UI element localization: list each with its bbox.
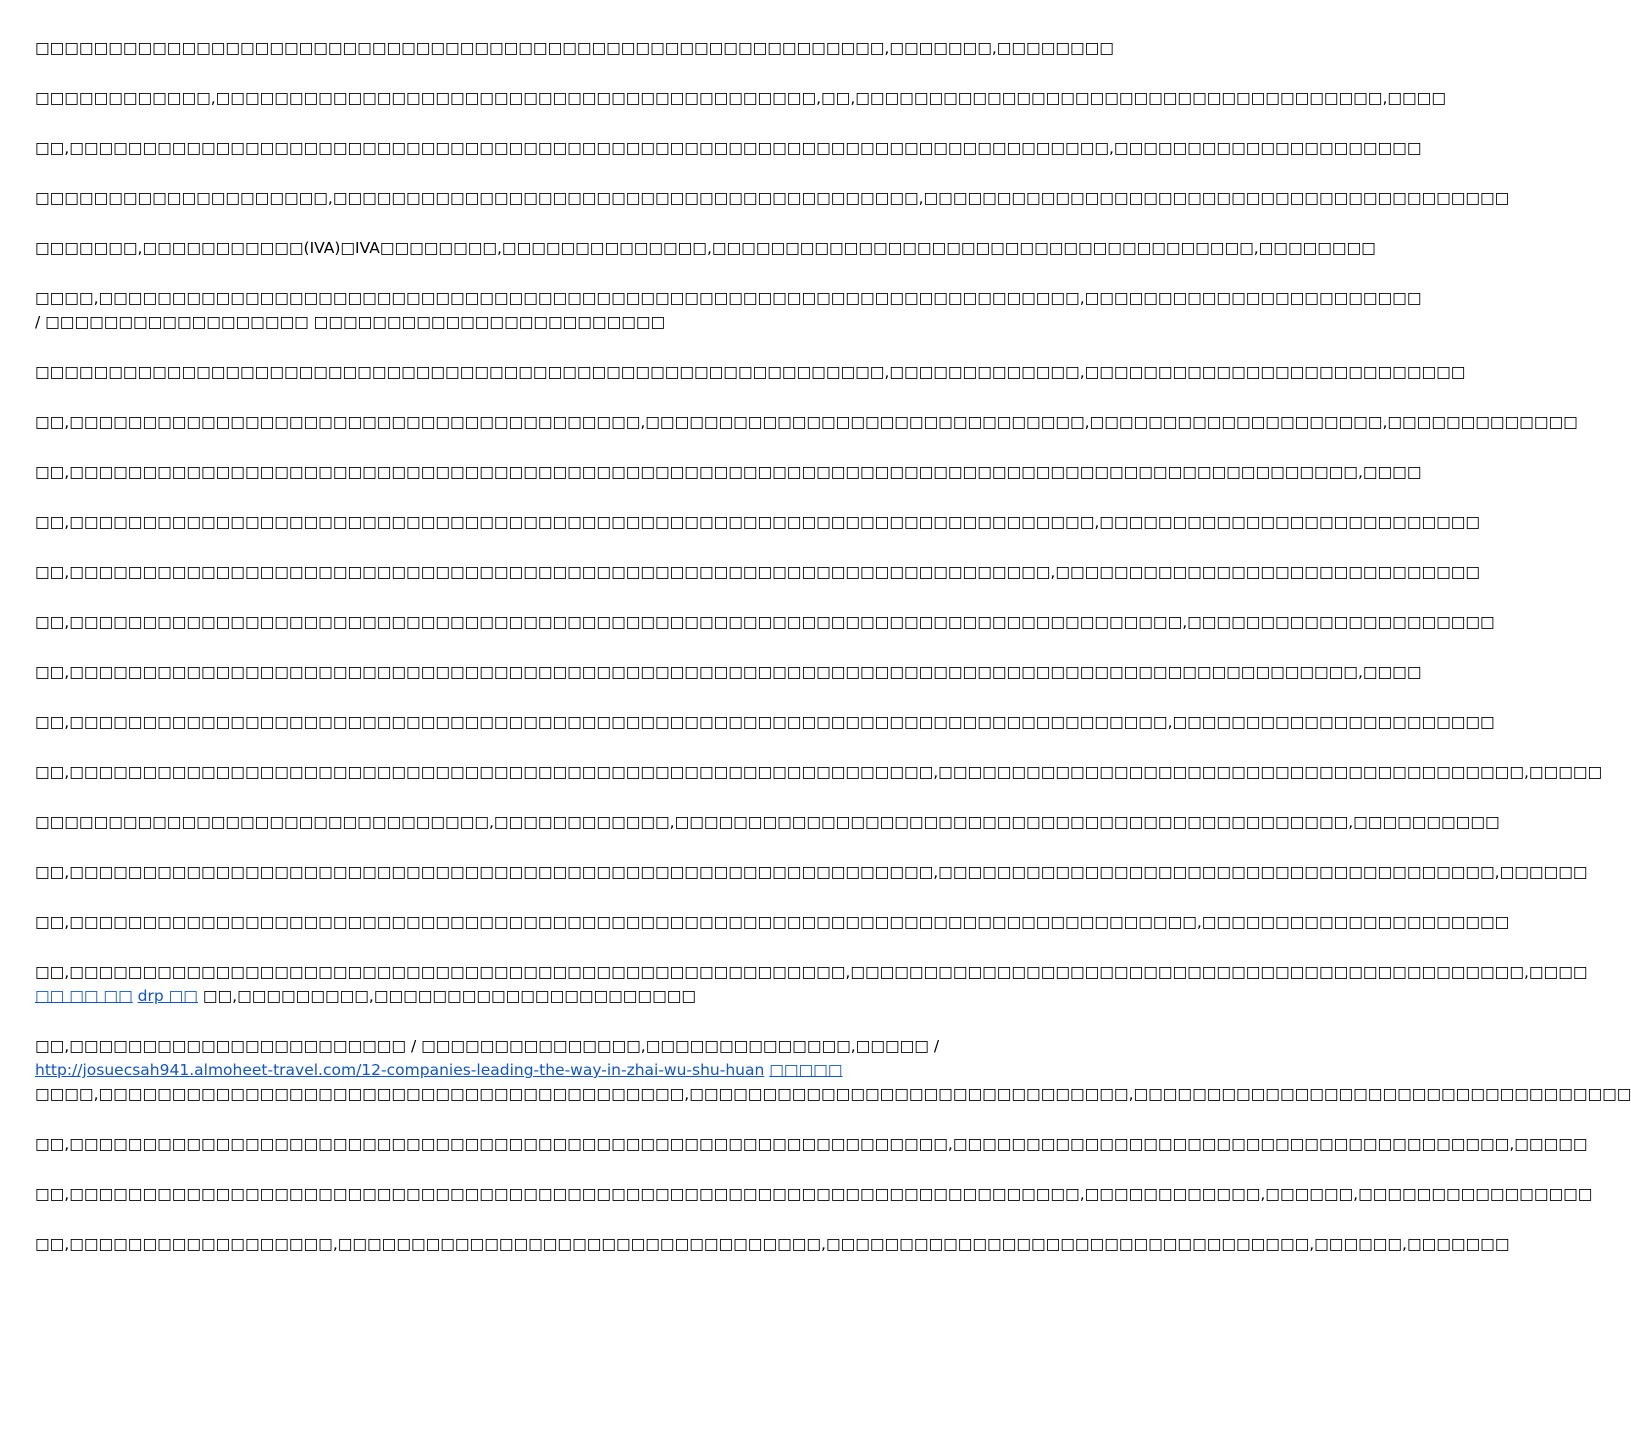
paragraph-4: □□□□□□□□□□□□□□□□□□□□,□□□□□□□□□□□□□□□□□□□□□□□□□□□□□□□□□□□□□□□□,□□□□□□□□□□□□□□□□□□□□□□□□□□□□□□□□□□□□□□□□ <box>35 189 1510 207</box>
inline-link-1[interactable]: □□ □□ □□ <box>35 987 133 1005</box>
url-paragraph-line-2: □□□□,□□□□□□□□□□□□□□□□□□□□□□□□□□□□□□□□□□□□□□□□,□□□□□□□□□□□□□□□□□□□□□□□□□□□□□□,□□□□□□□□□□□□□□□□□□□□□□□□□□□□□□□□□□ <box>35 1085 1631 1103</box>
link-paragraph <box>35 960 1588 1008</box>
url-link[interactable]: http://josuecsah941.almoheet-travel.com/12-companies-leading-the-way-in-zhai-wu-shu-huan <box>35 1061 765 1079</box>
paragraph-17: □□,□□□□□□□□□□□□□□□□□□□□□□□□□□□□□□□□□□□□□□□□□□□□□□□□□□□□□□□□□□□,□□□□□□□□□□□□□□□□□□□□□□□□□□□□□□□□□□□□□□,□□□□□□ <box>35 863 1588 881</box>
paragraph-6-line-2: / □□□□□□□□□□□□□□□□□□ □□□□□□□□□□□□□□□□□□□□□□□□ <box>35 313 666 331</box>
paragraph-10: □□,□□□□□□□□□□□□□□□□□□□□□□□□□□□□□□□□□□□□□□□□□□□□□□□□□□□□□□□□□□□□□□□□□□□□□□,□□□□□□□□□□□□□□□□□□□□□□□□□□ <box>35 513 1481 531</box>
paragraph-tail-1: □□,□□□□□□□□□□□□□□□□□□□□□□□□□□□□□□□□□□□□□□□□□□□□□□□□□□□□□□□□□□□□,□□□□□□□□□□□□□□□□□□□□□□□□□□□□□□□□□□□□□□,□□□□□ <box>35 1135 1588 1153</box>
paragraph-7: □□□□□□□□□□□□□□□□□□□□□□□□□□□□□□□□□□□□□□□□□□□□□□□□□□□□□□□□□□,□□□□□□□□□□□□□,□□□□□□□□□□□□□□□□□□□□□□□□□□ <box>35 363 1466 381</box>
inline-link-drp[interactable]: drp □□ <box>137 987 198 1005</box>
paragraph-14: □□,□□□□□□□□□□□□□□□□□□□□□□□□□□□□□□□□□□□□□□□□□□□□□□□□□□□□□□□□□□□□□□□□□□□□□□□□□□□,□□□□□□□□□□□□□□□□□□□□□□ <box>35 713 1495 731</box>
url-paragraph-text: □□,□□□□□□□□□□□□□□□□□□□□□□□ / □□□□□□□□□□□□□□□,□□□□□□□□□□□□□□,□□□□□ / <box>35 1037 940 1055</box>
paragraph-6-line-1: □□□□,□□□□□□□□□□□□□□□□□□□□□□□□□□□□□□□□□□□□□□□□□□□□□□□□□□□□□□□□□□□□□□□□□□□,□□□□□□□□□□□□□□□□□□□□□□□ <box>35 289 1422 307</box>
paragraph-1: □□□□□□□□□□□□□□□□□□□□□□□□□□□□□□□□□□□□□□□□□□□□□□□□□□□□□□□□□□,□□□□□□□,□□□□□□□□ <box>35 39 1114 57</box>
paragraph-6 <box>35 286 1422 334</box>
paragraph-16: □□□□□□□□□□□□□□□□□□□□□□□□□□□□□□□,□□□□□□□□□□□□,□□□□□□□□□□□□□□□□□□□□□□□□□□□□□□□□□□□□□□□□□□□□□□,□□□□□□□□□□ <box>35 813 1500 831</box>
link-paragraph-after-text: □□,□□□□□□□□□,□□□□□□□□□□□□□□□□□□□□□□ <box>197 987 697 1005</box>
paragraph-tail-2: □□,□□□□□□□□□□□□□□□□□□□□□□□□□□□□□□□□□□□□□□□□□□□□□□□□□□□□□□□□□□□□□□□□□□□□□,□□□□□□□□□□□□,□□□□□□,□□□□□□□□□□□□□□□□ <box>35 1185 1593 1203</box>
paragraph-11: □□,□□□□□□□□□□□□□□□□□□□□□□□□□□□□□□□□□□□□□□□□□□□□□□□□□□□□□□□□□□□□□□□□□□□,□□□□□□□□□□□□□□□□□□□□□□□□□□□□□ <box>35 563 1481 581</box>
paragraph-tail-3: □□,□□□□□□□□□□□□□□□□□□,□□□□□□□□□□□□□□□□□□□□□□□□□□□□□□□□□,□□□□□□□□□□□□□□□□□□□□□□□□□□□□□□□□□,□□□□□□,□□□□□□□ <box>35 1235 1510 1253</box>
paragraph-18: □□,□□□□□□□□□□□□□□□□□□□□□□□□□□□□□□□□□□□□□□□□□□□□□□□□□□□□□□□□□□□□□□□□□□□□□□□□□□□□□,□□□□□□□□□□□□□□□□□□□□□ <box>35 913 1510 931</box>
url-paragraph <box>35 1034 1631 1106</box>
link-paragraph-line-1: □□,□□□□□□□□□□□□□□□□□□□□□□□□□□□□□□□□□□□□□□□□□□□□□□□□□□□□□,□□□□□□□□□□□□□□□□□□□□□□□□□□□□□□□□□□□□□□□□□□□□□□,□□□□ <box>35 963 1588 981</box>
url-link-2[interactable]: □□□□□ <box>769 1061 843 1079</box>
link-paragraph-line-2 <box>35 984 989 1008</box>
paragraph-8: □□,□□□□□□□□□□□□□□□□□□□□□□□□□□□□□□□□□□□□□□□,□□□□□□□□□□□□□□□□□□□□□□□□□□□□□□,□□□□□□□□□□□□□□□□□□□□,□□□□□□□□□□□□□ <box>35 413 1578 431</box>
paragraph-12: □□,□□□□□□□□□□□□□□□□□□□□□□□□□□□□□□□□□□□□□□□□□□□□□□□□□□□□□□□□□□□□□□□□□□□□□□□□□□□□,□□□□□□□□□□□□□□□□□□□□□ <box>35 613 1495 631</box>
paragraph-15: □□,□□□□□□□□□□□□□□□□□□□□□□□□□□□□□□□□□□□□□□□□□□□□□□□□□□□□□□□□□□□,□□□□□□□□□□□□□□□□□□□□□□□□□□□□□□□□□□□□□□□□,□□□□□ <box>35 763 1603 781</box>
document-body <box>35 36 1631 1282</box>
paragraph-13: □□,□□□□□□□□□□□□□□□□□□□□□□□□□□□□□□□□□□□□□□□□□□□□□□□□□□□□□□□□□□□□□□□□□□□□□□□□□□□□□□□□□□□□□□□□,□□□□ <box>35 663 1422 681</box>
paragraph-9: □□,□□□□□□□□□□□□□□□□□□□□□□□□□□□□□□□□□□□□□□□□□□□□□□□□□□□□□□□□□□□□□□□□□□□□□□□□□□□□□□□□□□□□□□□□,□□□□ <box>35 463 1422 481</box>
paragraph-5: □□□□□□□,□□□□□□□□□□□(IVA)□IVA□□□□□□□□,□□□□□□□□□□□□□□,□□□□□□□□□□□□□□□□□□□□□□□□□□□□□□□□□□□□□,□□□□□□□□ <box>35 239 1376 257</box>
paragraph-3: □□,□□□□□□□□□□□□□□□□□□□□□□□□□□□□□□□□□□□□□□□□□□□□□□□□□□□□□□□□□□□□□□□□□□□□□□□,□□□□□□□□□□□□□□□□□□□□□ <box>35 139 1422 157</box>
paragraph-2: □□□□□□□□□□□□,□□□□□□□□□□□□□□□□□□□□□□□□□□□□□□□□□□□□□□□□□,□□,□□□□□□□□□□□□□□□□□□□□□□□□□□□□□□□□□□□□,□□□□ <box>35 89 1446 107</box>
